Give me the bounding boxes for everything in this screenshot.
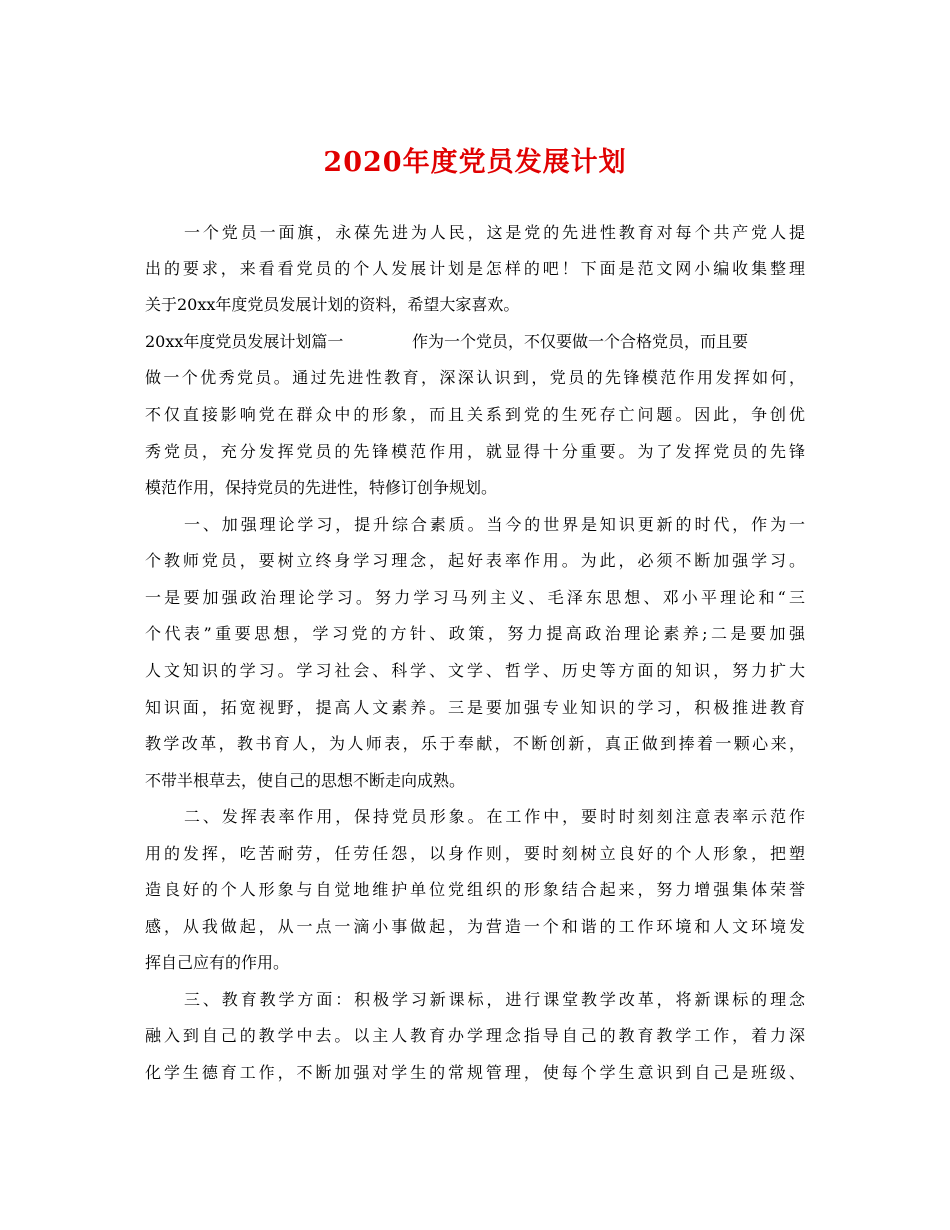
text-line: 模范作用，保持党员的先进性，特修订创争规划。 bbox=[145, 478, 498, 497]
text-line: 教学改革，教书育人，为人师表，乐于奉献，不断创新，真正做到捧着一颗心来， bbox=[145, 734, 805, 753]
text-line: 一、加强理论学习，提升综合素质。当今的世界是知识更新的时代，作为一 bbox=[184, 515, 805, 534]
text-line: 挥自己应有的作用。 bbox=[145, 953, 290, 972]
text-line: 三、教育教学方面：积极学习新课标，进行课堂教学改革，将新课标的理念 bbox=[184, 990, 805, 1009]
text-line: 化学生德育工作，不断加强对学生的常规管理，使每个学生意识到自己是班级、 bbox=[145, 1063, 805, 1082]
document-title: 2020年度党员发展计划 bbox=[323, 147, 627, 178]
text-line: 出的要求，来看看党员的个人发展计划是怎样的吧！下面是范文网小编收集整理 bbox=[145, 259, 805, 278]
text-line: 融入到自己的教学中去。以主人教育办学理念指导自己的教育教学工作，着力深 bbox=[145, 1026, 805, 1045]
text-line: 一是要加强政治理论学习。努力学习马列主义、毛泽东思想、邓小平理论和“三 bbox=[145, 588, 805, 607]
text-line: 作为一个党员，不仅要做一个合格党员，而且要 bbox=[412, 332, 749, 351]
text-line: 用的发挥，吃苦耐劳，任劳任怨，以身作则，要时刻树立良好的个人形象，把塑 bbox=[145, 844, 805, 863]
text-line: 二、发挥表率作用，保持党员形象。在工作中，要时时刻刻注意表率示范作 bbox=[184, 807, 805, 826]
text-line: 做一个优秀党员。通过先进性教育，深深认识到，党员的先锋模范作用发挥如何， bbox=[145, 368, 805, 387]
text-line: 感，从我做起，从一点一滴小事做起，为营造一个和谐的工作环境和人文环境发 bbox=[145, 917, 805, 936]
text-line: 人文知识的学习。学习社会、科学、文学、哲学、历史等方面的知识，努力扩大 bbox=[145, 661, 805, 680]
text-line: 关于20xx年度党员发展计划的资料，希望大家喜欢。 bbox=[145, 295, 520, 314]
text-line: 一个党员一面旗，永葆先进为人民，这是党的先进性教育对每个共产党人提 bbox=[184, 223, 805, 242]
section-heading: 20xx年度党员发展计划篇一 bbox=[145, 332, 344, 351]
section-heading-line bbox=[145, 330, 805, 354]
text-line: 个教师党员，要树立终身学习理念，起好表率作用。为此，必须不断加强学习。 bbox=[145, 551, 805, 570]
text-line: 知识面，拓宽视野，提高人文素养。三是要加强专业知识的学习，积极推进教育 bbox=[145, 698, 805, 717]
text-line: 秀党员，充分发挥党员的先锋模范作用，就显得十分重要。为了发挥党员的先锋 bbox=[145, 442, 805, 461]
text-line: 个代表”重要思想，学习党的方针、政策，努力提高政治理论素养;二是要加强 bbox=[145, 624, 805, 643]
text-line: 造良好的个人形象与自觉地维护单位党组织的形象结合起来，努力增强集体荣誉 bbox=[145, 880, 805, 899]
text-line: 不仅直接影响党在群众中的形象，而且关系到党的生死存亡问题。因此，争创优 bbox=[145, 405, 805, 424]
text-line: 不带半根草去，使自己的思想不断走向成熟。 bbox=[145, 771, 466, 790]
